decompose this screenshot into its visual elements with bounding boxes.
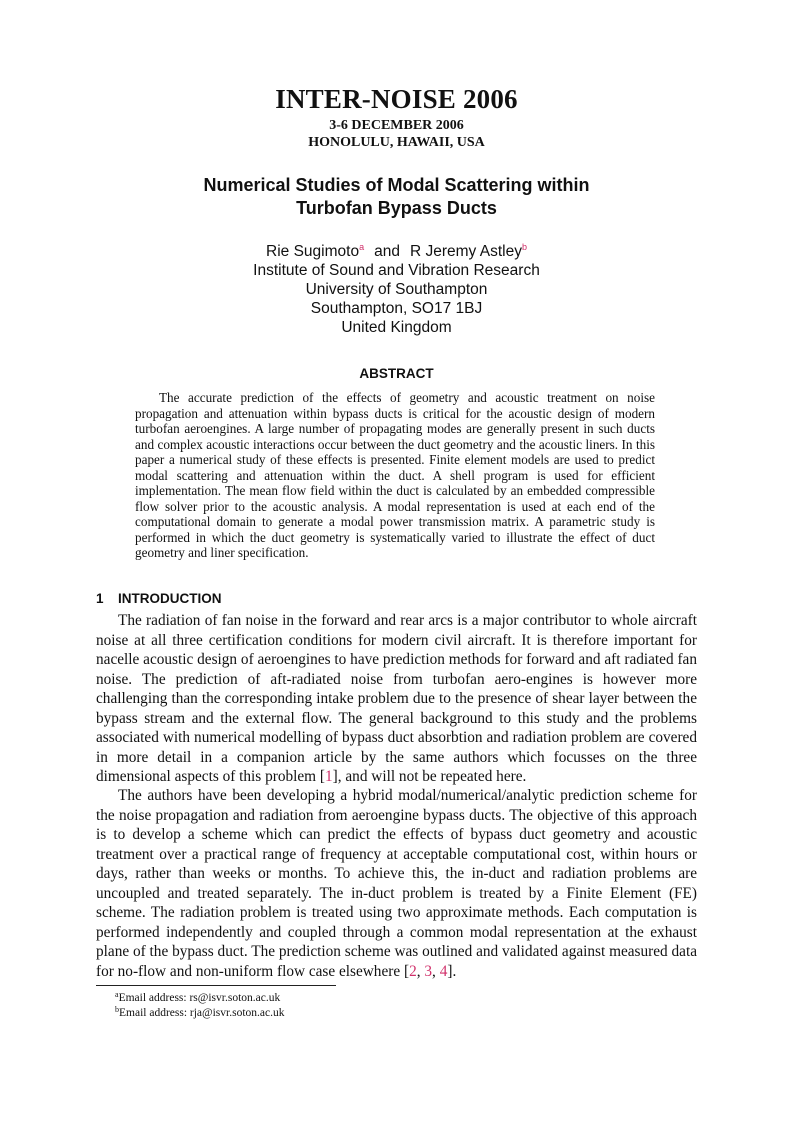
citation-2[interactable]: 2 [409,962,417,980]
author-2: R Jeremy Astley [409,243,522,260]
conference-dates: 3-6 DECEMBER 2006 [329,118,464,133]
author-block [0,238,793,337]
paragraph-1-tail: ], and will not be repeated here. [332,768,527,785]
section-heading [96,591,222,606]
intro-paragraph-2 [96,786,697,981]
footnote-mark: a [115,990,119,999]
footnote-text: Email address: rja@isvr.soton.ac.uk [119,1007,285,1019]
footnote-divider [96,985,336,986]
author-names [0,238,793,261]
conference-title: INTER-NOISE 2006 [275,84,518,114]
footnote-b [115,1005,285,1019]
paragraph-1-text: The radiation of fan noise in the forward and rear arcs is a major contributor to whole aircraft noise at all three certification conditions for modern civil aircraft. It is therefore important for nacelle acoustic design of aeroengines to have prediction methods for forward and aft radiated fan noise. The prediction of aft-radiated noise from turbofan aero-engines is however more challenging than the corresponding intake problem due to the presence of shear layer between the bypass stream and the external flow. The general background to this study and the problems associated with numerical modelling of bypass duct absorbtion and radiation problem are covered in more detail in a companion article by the same authors which focusses on the three dimensional aspects of this problem [ [96,612,697,785]
paragraph-2-tail: ]. [447,962,457,980]
conference-location: HONOLULU, HAWAII, USA [308,135,485,150]
citation-separator: , [416,962,425,980]
footnote-a [115,990,280,1004]
citation-1[interactable]: 1 [324,768,333,785]
affiliation-university: University of Southampton [305,281,488,298]
citation-3[interactable]: 3 [424,962,433,980]
affiliation-city: Southampton, SO17 1BJ [310,300,483,317]
section-number: 1 [96,591,104,606]
intro-paragraph-1 [96,611,697,787]
paragraph-2-text: The authors have been developing a hybrid modal/numerical/analytic prediction scheme for the noise propagation and radiation from aeroengine bypass ducts. The objective of this approach is to develop a scheme which can predict the effects of bypass duct geometry and acoustic treatment over a practical range of frequency at acceptable computational cost, within hours or days, rather than weeks or months. To achieve this, the in-duct and radiation problems are uncoupled and treated separately. The in-duct problem is treated by a Finite Element (FE) scheme. The radiation problem is treated using two approximate methods. Each computation is performed independently and coupled through a common modal representation at the exhaust plane of the bypass duct. The prediction scheme was outlined and validated against measured data for no-flow and non-uniform flow case elsewhere [ [96,787,697,980]
affiliation-institute: Institute of Sound and Vibration Research [253,262,540,279]
abstract-text: The accurate prediction of the effects of geometry and acoustic treatment on noise propagation and attenuation within bypass ducts is critical for the acoustic design of modern turbofan aeroengines. A large number of propagating modes are generally present in such ducts and complex acoustic interactions occur between the duct geometry and the acoustic liners. In this paper a numerical study of these effects is presented. Finite element models are used to predict modal scattering and attenuation within the duct. A shell program is used for efficient implementation. The mean flow field within the duct is calculated by an embedded compressible flow solver prior to the acoustic analysis. A modal representation is used at each end of the computational domain to generate a modal power transmission matrix. A parametric study is performed in which the duct geometry is systematically varied to illustrate the effect of duct geometry and liner specification. [135,390,655,560]
paper-title-line-1: Numerical Studies of Modal Scattering within [203,175,590,195]
author-2-mark[interactable]: b [521,242,527,252]
footnote-text: Email address: rs@isvr.soton.ac.uk [118,992,281,1004]
footnote-mark: b [115,1005,119,1014]
citation-4[interactable]: 4 [439,962,448,980]
citation-separator: , [432,962,440,980]
section-title: INTRODUCTION [118,591,222,606]
paper-title-line-2: Turbofan Bypass Ducts [296,198,497,218]
author-1: Rie Sugimoto [266,243,360,260]
paper-title [0,174,793,220]
author-conjunction: and [374,243,400,260]
affiliation-country: United Kingdom [341,319,452,336]
author-1-mark[interactable]: a [359,242,365,252]
abstract-heading: ABSTRACT [359,366,434,381]
